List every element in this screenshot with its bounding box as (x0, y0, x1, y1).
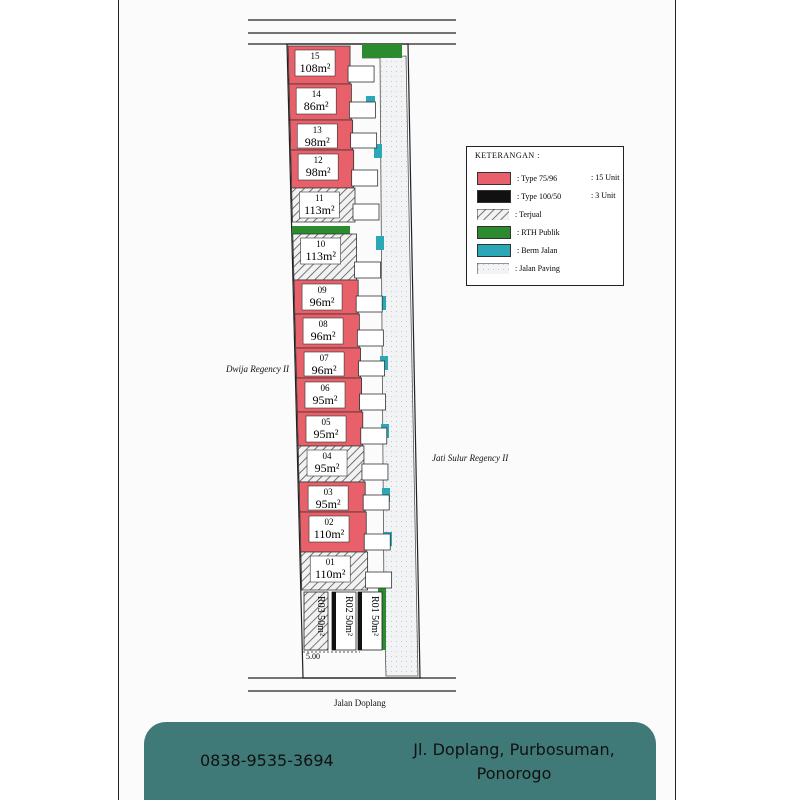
dimension-label: 5.00 (306, 652, 320, 661)
ruko-label: R01 50m² (369, 596, 380, 636)
carport-space (364, 534, 390, 550)
carport-space (351, 133, 377, 148)
ruko-label: R02 50m² (343, 596, 354, 636)
plot-area: 98m² (305, 165, 331, 179)
plot-area: 98m² (304, 135, 330, 149)
plot-number: 10 (316, 239, 326, 249)
legend-count: : 3 Unit (591, 191, 616, 200)
legend-label: : Terjual (515, 209, 542, 219)
black-swatch-icon (477, 190, 511, 203)
carport-space (348, 66, 374, 82)
plot-06[interactable] (296, 378, 385, 412)
plot-area: 96m² (310, 329, 336, 343)
plot-area: 113m² (304, 203, 335, 217)
legend-label: : Jalan Paving (515, 263, 560, 273)
legend (466, 146, 624, 286)
rth-public-north (362, 44, 402, 58)
plot-area: 113m² (305, 249, 336, 263)
plot-13[interactable] (290, 120, 377, 150)
carport-space (362, 464, 388, 480)
ruko-black-marker (358, 592, 362, 650)
blue-swatch-icon (477, 244, 511, 257)
carport-space (349, 102, 375, 118)
plot-number: 11 (314, 193, 324, 203)
legend-count: : 15 Unit (591, 173, 620, 182)
plots-layer (288, 46, 392, 590)
berm-jalan (376, 236, 384, 250)
legend-item-sold (477, 207, 542, 221)
carport-space (361, 428, 387, 444)
legend-item-rth (477, 225, 560, 239)
plot-area: 95m² (312, 393, 338, 407)
legend-item-berm (477, 243, 557, 257)
plot-area: 96m² (309, 295, 335, 309)
carport-space (352, 170, 378, 186)
legend-item-paving (477, 261, 560, 275)
plot-04[interactable] (298, 446, 388, 482)
plot-09[interactable] (294, 280, 382, 314)
ruko-black-marker (332, 592, 336, 650)
legend-item-type-75-96 (477, 171, 557, 185)
legend-title: KETERANGAN : (475, 151, 540, 160)
plot-number: 12 (313, 155, 323, 165)
plot-area: 110m² (313, 527, 345, 541)
legend-label: : RTH Publik (517, 227, 560, 237)
plot-number: 13 (312, 125, 322, 135)
ruko-label: R03 50m² (315, 596, 326, 636)
plot-area: 96m² (311, 363, 337, 377)
contact-banner (144, 722, 656, 800)
address (384, 738, 644, 786)
carport-space (357, 330, 383, 346)
plot-02[interactable] (300, 512, 390, 552)
legend-label: : Type 100/50 (517, 191, 562, 201)
plot-number: 08 (318, 319, 328, 329)
plot-number: 15 (310, 51, 320, 61)
plot-number: 09 (317, 285, 327, 295)
plot-number: 01 (325, 557, 335, 567)
carport-space (359, 361, 385, 376)
plot-14[interactable] (289, 84, 375, 120)
dots-swatch-icon (477, 263, 509, 274)
south-road-label: Jalan Doplang (334, 698, 386, 708)
address-line-2: Ponorogo (476, 764, 552, 783)
plot-03[interactable] (299, 482, 389, 512)
plot-07[interactable] (296, 348, 385, 378)
ruko-R03[interactable] (304, 592, 328, 650)
plot-number: 06 (320, 383, 330, 393)
legend-label: : Berm Jalan (517, 245, 558, 255)
carport-space (366, 572, 392, 588)
legend-label: : Type 75/96 (517, 173, 558, 183)
carport-space (360, 394, 386, 410)
plot-number: 04 (322, 451, 332, 461)
carport-space (363, 495, 389, 510)
plot-area: 86m² (303, 99, 329, 113)
ruko-layer (304, 592, 382, 650)
plot-number: 02 (324, 517, 334, 527)
hatch-swatch-icon (477, 209, 509, 220)
plot-number: 07 (319, 353, 329, 363)
address-line-1: Jl. Doplang, Purbosuman, (413, 740, 615, 759)
ruko-R02[interactable] (332, 592, 356, 650)
plot-10[interactable] (293, 234, 381, 280)
plot-area: 108m² (299, 61, 331, 75)
red-swatch-icon (477, 172, 511, 185)
west-neighbor-label: Dwija Regency II (226, 364, 289, 374)
plot-01[interactable] (301, 552, 392, 590)
plot-number: 05 (321, 417, 331, 427)
plot-05[interactable] (297, 412, 386, 446)
plot-12[interactable] (291, 150, 378, 188)
phone-number[interactable]: 0838-9535-3694 (200, 751, 334, 770)
carport-space (356, 296, 382, 312)
east-neighbor-label: Jati Sulur Regency II (432, 453, 509, 463)
plot-area: 95m² (314, 461, 340, 475)
carport-space (353, 204, 379, 220)
ruko-R01[interactable] (358, 592, 382, 650)
plot-08[interactable] (295, 314, 384, 348)
plot-area: 95m² (315, 497, 341, 511)
legend-item-type-100-50 (477, 189, 561, 203)
plot-11[interactable] (292, 188, 379, 222)
plot-number: 03 (323, 487, 333, 497)
carport-space (355, 262, 381, 278)
plot-area: 95m² (313, 427, 339, 441)
plot-area: 110m² (314, 567, 346, 581)
green-swatch-icon (477, 226, 511, 239)
plot-number: 14 (311, 89, 321, 99)
plot-15[interactable] (288, 46, 374, 84)
